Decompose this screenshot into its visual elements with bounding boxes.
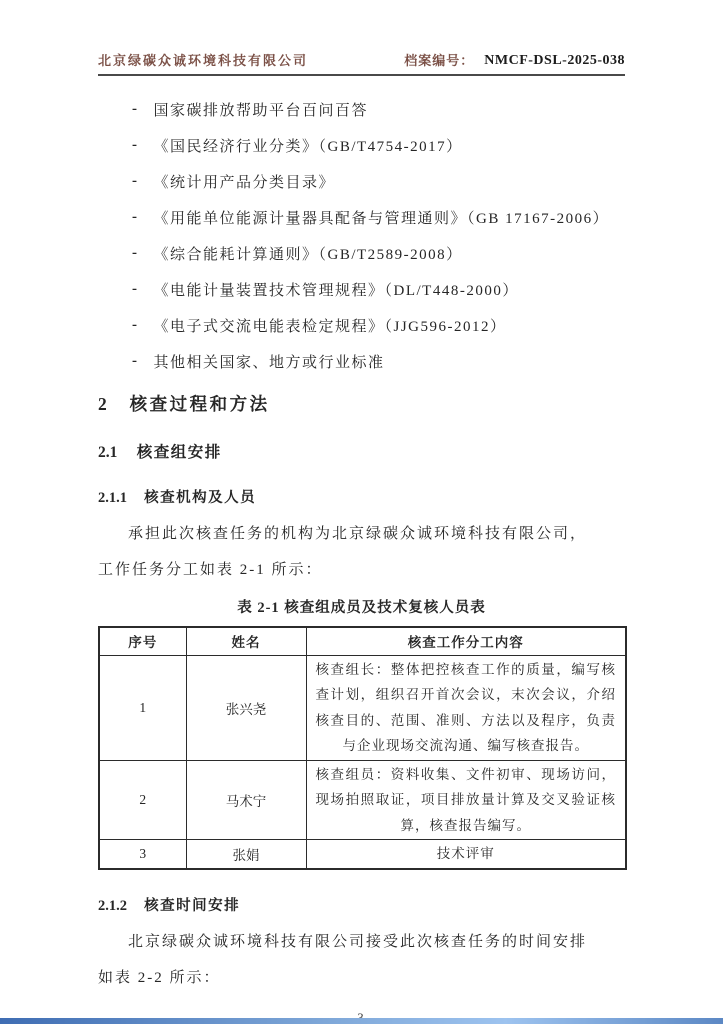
reference-list-item: [98, 163, 625, 199]
reference-text: 《综合能耗计算通则》（GB/T2589-2008）: [153, 246, 463, 263]
column-header-no: 序号: [99, 627, 186, 655]
reference-text: 其他相关国家、地方或行业标准: [153, 354, 385, 371]
column-header-name: 姓名: [186, 627, 306, 655]
bullet-dash: -: [132, 100, 139, 117]
paragraph-line: 工作任务分工如表 2-1 所示：: [98, 562, 323, 578]
bullet-dash: -: [132, 208, 139, 225]
reference-text: 《国民经济行业分类》（GB/T4754-2017）: [153, 138, 463, 155]
reference-text: 《电子式交流电能表检定规程》（JJG596-2012）: [153, 318, 507, 335]
reference-text: 《统计用产品分类目录》: [153, 174, 336, 191]
reference-text: 《用能单位能源计量器具配备与管理通则》（GB 17167-2006）: [153, 210, 610, 227]
reference-list-item: [98, 271, 625, 307]
paragraph-line: 承担此次核查任务的机构为北京绿碳众诚环境科技有限公司，: [128, 526, 588, 542]
table-row: [99, 655, 626, 760]
bullet-dash: -: [132, 172, 139, 189]
reference-text: 国家碳排放帮助平台百问百答: [153, 102, 369, 119]
column-header-duty: 核查工作分工内容: [306, 627, 626, 655]
table-caption: 表 2-1 核查组成员及技术复核人员表: [237, 600, 486, 616]
subsection-number: 2.1.1: [98, 490, 127, 506]
reference-list-item: [98, 235, 625, 271]
reference-text: 《电能计量装置技术管理规程》（DL/T448-2000）: [153, 282, 519, 299]
section-title: 核查组安排: [136, 444, 222, 461]
cell-member-name: 张娟: [186, 840, 306, 869]
reference-list: [98, 91, 625, 379]
bullet-dash: -: [132, 280, 139, 297]
cell-duty-description: 核查组长：整体把控核查工作的质量，编写核查计划，组织召开首次会议，末次会议，介绍核查目的、范围、准则、方法以及程序，负责与企业现场交流沟通、编写核查报告。: [306, 655, 626, 760]
bullet-dash: -: [132, 136, 139, 153]
table-header-row: [99, 627, 626, 655]
cell-serial-number: 3: [99, 840, 186, 869]
subsection-title: 核查时间安排: [144, 897, 241, 914]
reference-list-item: [98, 307, 625, 343]
cell-duty-description: 技术评审: [306, 840, 626, 869]
reference-list-item: [98, 199, 625, 235]
cell-duty-description: 核查组员：资料收集、文件初审、现场访问，现场拍照取证，项目排放量计算及交叉验证核算，核查报告编写。: [306, 760, 626, 840]
document-header: [98, 0, 625, 76]
chapter-heading: [98, 391, 625, 416]
table-row: [99, 840, 626, 869]
paragraph-line: 如表 2-2 所示：: [98, 969, 221, 986]
bullet-dash: -: [132, 352, 139, 369]
reference-list-item: [98, 91, 625, 127]
cell-member-name: 张兴尧: [186, 655, 306, 760]
cell-serial-number: 1: [99, 655, 186, 760]
paragraph-212: [98, 924, 625, 996]
cell-serial-number: 2: [99, 760, 186, 840]
paragraph-211: [98, 516, 625, 588]
section-heading-21: [98, 440, 625, 462]
subsection-title: 核查机构及人员: [144, 490, 257, 506]
cell-member-name: 马术宁: [186, 760, 306, 840]
section-number: 2.1: [98, 444, 118, 461]
reference-list-item: [98, 343, 625, 379]
bullet-dash: -: [132, 316, 139, 333]
subsection-number: 2.1.2: [98, 897, 127, 914]
subsection-heading-211: [98, 486, 625, 507]
subsection-heading-212: [98, 894, 625, 915]
archive-field: [404, 50, 625, 69]
bullet-dash: -: [132, 244, 139, 261]
archive-number: NMCF-DSL-2025-038: [484, 53, 625, 68]
reference-list-item: [98, 127, 625, 163]
table-row: [99, 760, 626, 840]
verification-team-table: [98, 626, 627, 870]
chapter-title: 核查过程和方法: [129, 394, 270, 414]
paragraph-line: 北京绿碳众诚环境科技有限公司接受此次核查任务的时间安排: [128, 933, 588, 950]
chapter-number: 2: [98, 394, 107, 414]
company-name: 北京绿碳众诚环境科技有限公司: [98, 53, 309, 68]
archive-label: 档案编号：: [404, 53, 475, 68]
bottom-accent-bar: [0, 1018, 723, 1024]
